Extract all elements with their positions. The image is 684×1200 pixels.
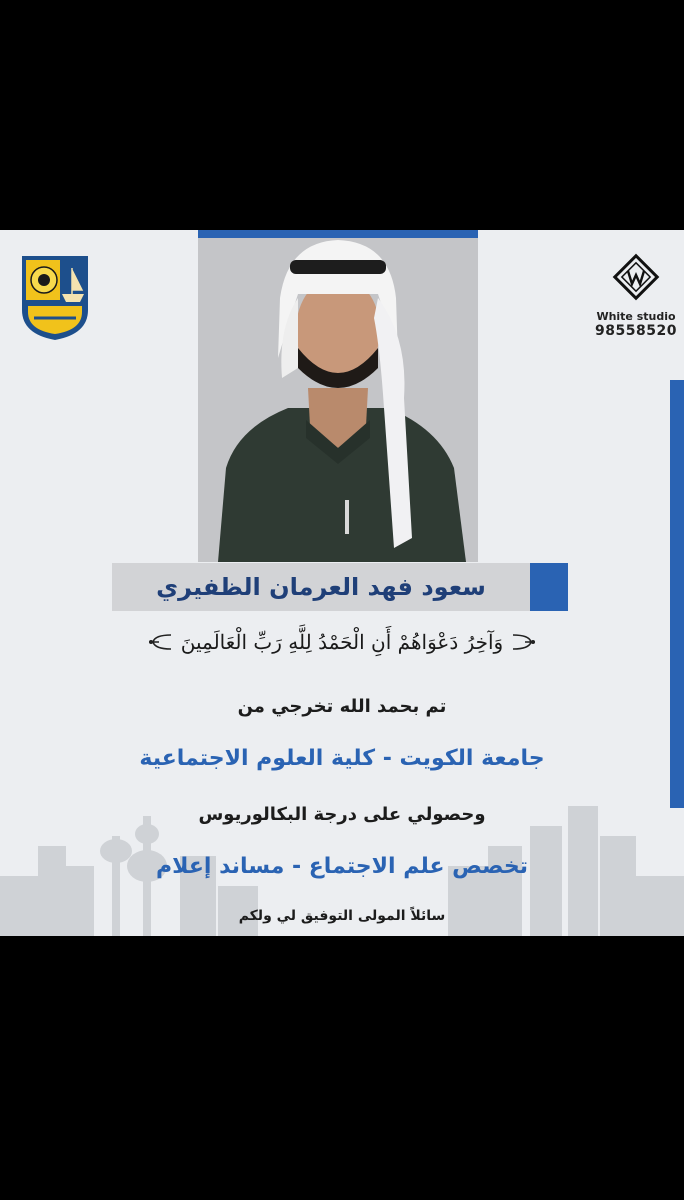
studio-name: White studio — [596, 310, 676, 323]
name-plate — [112, 563, 530, 611]
intro-line: تم بحمد الله تخرجي من — [237, 696, 447, 717]
graduate-name: سعود فهد العرمان الظفيري — [156, 573, 486, 601]
graduation-card — [0, 230, 684, 936]
degree-line: وحصولي على درجة البكالوريوس — [198, 804, 486, 825]
name-plate-accent — [530, 563, 568, 611]
major-line: تخصص علم الاجتماع - مساند إعلام — [156, 854, 528, 879]
closing-line: سائلاً المولى التوفيق لي ولكم — [238, 908, 446, 924]
side-accent-bar — [670, 380, 684, 808]
graduate-portrait-illustration — [198, 238, 478, 562]
university-line: جامعة الكويت - كلية العلوم الاجتماعية — [139, 746, 545, 771]
ornament-left-icon — [147, 633, 173, 651]
verse-text: وَآخِرُ دَعْوَاهُمْ أَنِ الْحَمْدُ لِلَّهِ رَبِّ الْعَالَمِينَ — [180, 630, 504, 654]
studio-phone: 98558520 — [595, 323, 677, 339]
graduate-portrait — [198, 238, 478, 562]
ornament-right-icon — [511, 633, 537, 651]
top-accent-bar — [198, 230, 478, 238]
kuwait-university-crest-icon — [20, 254, 90, 340]
quran-verse — [118, 622, 566, 662]
studio-branding — [594, 252, 678, 339]
studio-logo-icon — [611, 252, 661, 302]
